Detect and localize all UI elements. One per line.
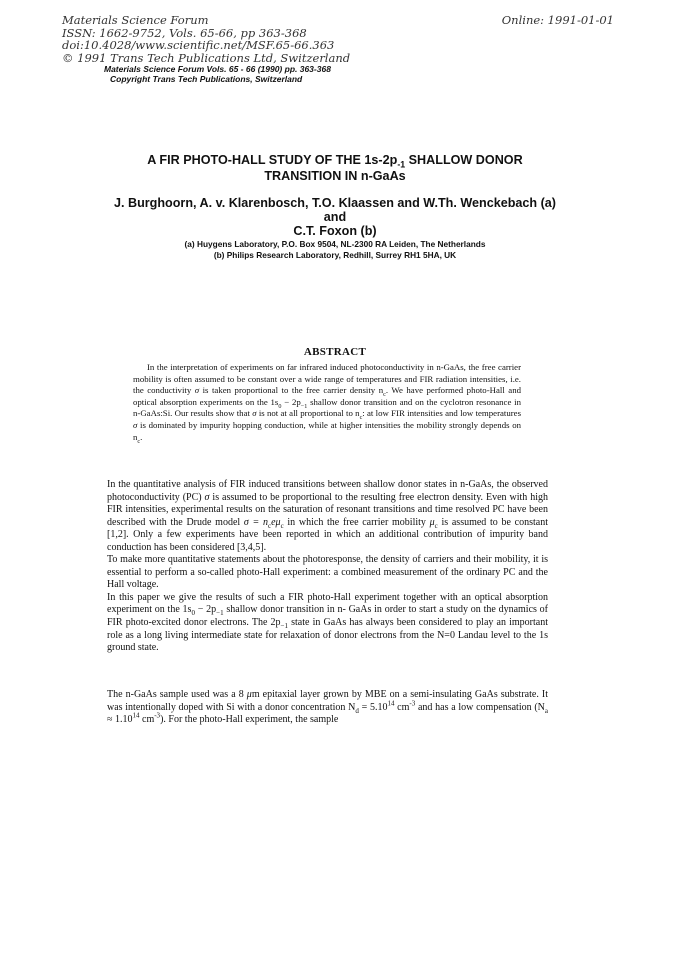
title-line-2: TRANSITION IN n-GaAs [264,168,406,183]
body-paragraph-1: In the quantitative analysis of FIR induced transitions between shallow donor states in n-GaAs, the observed photoconductivity (PC) σ is assumed to be proportional to the resulting free electron density. Even with high FIR intensities, experimental results on the saturation of resonant transitions and time resolved PC have been described with the Drude model $\sigma = n_ce\mu_c$ in which the free carrier mobility $\mu_c$ is assumed to be constant [1,2]. Only a few experiments have been reported in which an additional contribution of impurity band conduction has been considered [3,4,5]. [107,479,548,553]
body-section-1 [107,479,548,655]
body-paragraph-3: In this paper we give the results of such a FIR photo-Hall experiment together with an optical absorption experiment on the $1s_0 - 2p_{-1}$ shallow donor transition in n- GaAs in order to start a study on the dynamics of FIR photo-excited donor electrons. The $2p_{-1}$ state in GaAs has always been considered to play an important role as a long living intermediate state for relaxation of donor electrons from the N=0 Landau level to the 1s ground state. [107,591,549,654]
stamp-line-2: Copyright Trans Tech Publications, Switzerland [110,74,303,84]
journal-header [62,14,350,64]
paper-title [60,153,610,184]
body-section-2 [107,689,548,727]
doi-line: doi:10.4028/www.scientific.net/MSF.65-66.363 [62,38,335,52]
body-paragraph-4: The n-GaAs sample used was a 8 μm epitaxial layer grown by MBE on a semi-insulating GaAs substrate. It was intentionally doped with Si with a donor concentration $N_d = 5.10^{14}$ $cm^{-3}$ and has a low compensation ($N_a \approx 1.10^{14}$ $cm^{-3}$). For the photo-Hall experiment, the sample [107,689,549,726]
abstract-heading: ABSTRACT [303,346,367,358]
authors-line-2: and [323,210,347,224]
copyright-line: © 1991 Trans Tech Publications Ltd, Switzerland [62,50,351,65]
affiliation-b: (b) Philips Research Laboratory, Redhill, Surrey RH1 5HA, UK [213,249,457,260]
journal-name: Materials Science Forum [62,13,209,27]
body-paragraph-2: To make more quantitative statements about the photoresponse, the density of carriers and their mobility, it is essential to perform a so-called photo-Hall experiment: a combined measurement of the ordinary PC and the Hall voltage. [107,554,548,591]
online-date: Online: 1991-01-01 [501,13,614,27]
title-line-1: A FIR PHOTO-HALL STUDY OF THE $1s-2p_{-1}$ SHALLOW DONOR [147,153,523,170]
authors-line-3: C.T. Foxon (b) [293,224,377,238]
abstract-text: In the interpretation of experiments on far infrared induced photoconductivity in n-GaAs, the free carrier mobility is often assumed to be constant over a wide range of temperatures and FIR radiation intensities, i.e. the conductivity σ is taken proportional to the free carrier density $n_c$. We have performed photo-Hall and optical absorption experiments on the $1s_0 - 2p_{-1}$ shallow donor transition and on the cyclotron resonance in n-GaAs:Si. Our results show that σ is not at all proportional to $n_c$: at low FIR intensities and low temperatures σ is dominated by impurity hopping conduction, while at higher intensities the mobility strongly depends on $n_c$. [133,362,521,445]
authors-line-1: J. Burghoorn, A. v. Klarenbosch, T.O. Klaassen and W.Th. Wenckebach (a) [113,196,557,210]
issn-line: ISSN: 1662-9752, Vols. 65-66, pp 363-368 [62,25,307,40]
affiliations [60,239,610,260]
authors [60,196,610,238]
publisher-stamp [104,64,331,84]
affiliation-a: (a) Huygens Laboratory, P.O. Box 9504, NL-2300 RA Leiden, The Netherlands [184,239,486,249]
stamp-line-1: Materials Science Forum Vols. 65 - 66 (1990) pp. 363-368 [104,64,331,74]
